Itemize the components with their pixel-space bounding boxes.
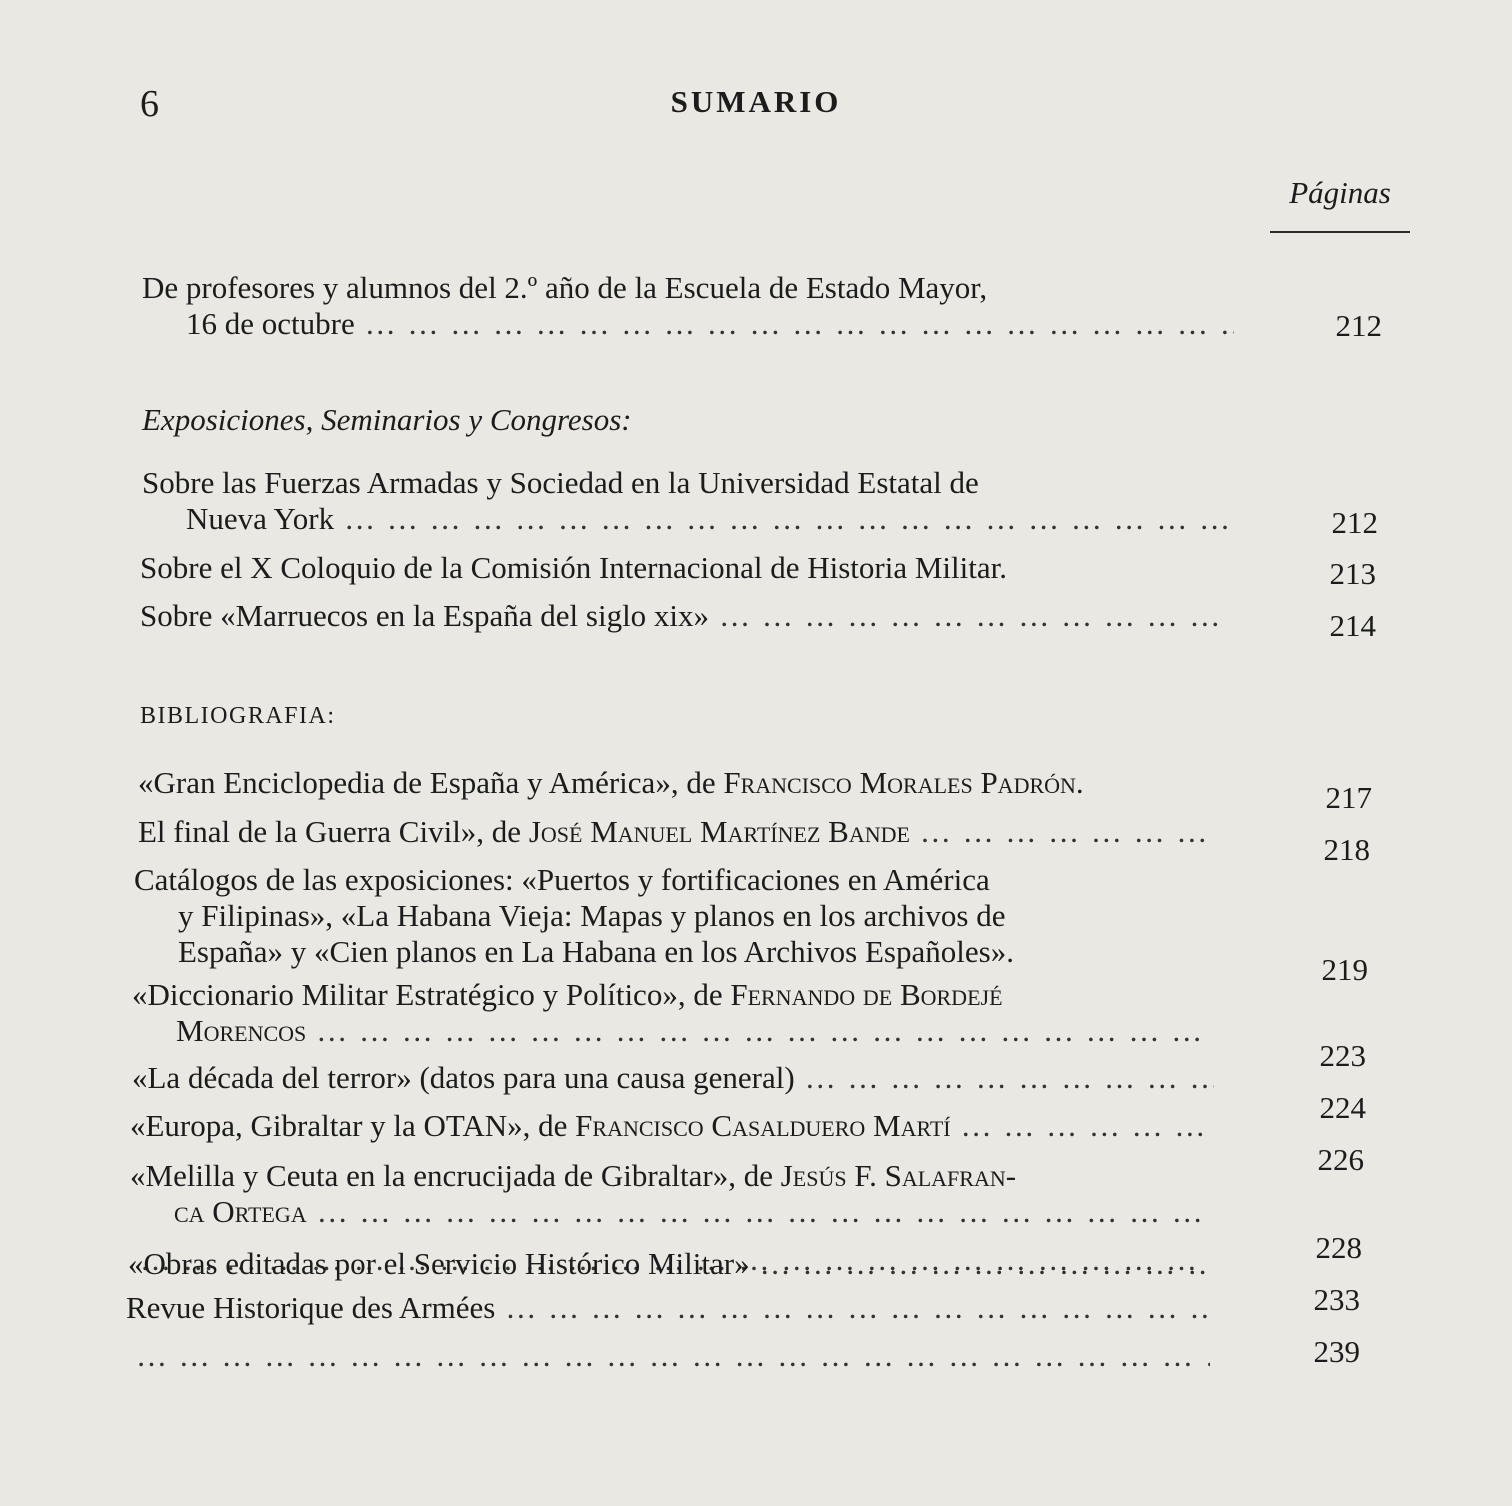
toc-entry-text: Sobre «Marruecos en la España del siglo xix» <box>140 598 710 633</box>
toc-entry-line <box>140 598 1228 634</box>
toc-entry-text: «Obras editadas por el Servicio Histórico Militar» <box>128 1246 750 1281</box>
toc-page-number: 228 <box>1315 1230 1362 1265</box>
toc-entry-line <box>128 1246 1210 1282</box>
toc-entry-text <box>138 814 910 850</box>
toc-page-number: 214 <box>1329 608 1376 643</box>
toc-page-number: 233 <box>1313 1282 1360 1317</box>
page-title: SUMARIO <box>670 84 842 119</box>
toc-entry-line <box>142 501 1232 537</box>
toc-entry-line <box>142 270 1234 306</box>
toc-page-number: 223 <box>1319 1038 1366 1073</box>
toc-entry-line <box>132 1060 1214 1096</box>
toc-page-number: 226 <box>1317 1142 1364 1177</box>
toc-entry-author: ca Ortega <box>174 1194 307 1229</box>
toc-entry <box>140 550 1230 586</box>
toc-page-number: 212 <box>1335 308 1382 343</box>
toc-page-number: 219 <box>1321 952 1368 987</box>
toc-entry-text: Sobre el X Coloquio de la Comisión Internacional de Historia Militar. <box>140 550 1007 585</box>
toc-entry-line <box>126 1338 1210 1374</box>
toc-entry-author: Morencos <box>176 1013 307 1048</box>
toc-entry <box>138 814 1222 850</box>
toc-entry-line <box>134 898 1220 934</box>
toc-page-number: 218 <box>1323 832 1370 867</box>
toc-entry-text <box>130 1108 951 1144</box>
toc-entry-author: Jesús F. Salafran- <box>780 1158 1017 1193</box>
toc-entry-line <box>142 465 1232 501</box>
toc-entry-line <box>138 814 1222 850</box>
toc-entry-line <box>130 1158 1212 1194</box>
toc-entry-text: Sobre las Fuerzas Armadas y Sociedad en la Universidad Estatal de <box>142 465 979 500</box>
toc-entry <box>132 977 1216 1049</box>
toc-entry <box>138 765 1222 801</box>
toc-entry-author: José Manuel Martínez Bande <box>528 814 910 849</box>
toc-entry-line <box>134 934 1220 970</box>
toc-entry <box>126 1290 1210 1374</box>
toc-entry-line <box>140 550 1230 586</box>
dot-leader <box>961 1108 1212 1144</box>
toc-entry-text: Revue Historique des Armées <box>126 1290 496 1325</box>
pages-column-heading: Páginas <box>1270 175 1410 233</box>
toc-entry <box>142 465 1232 537</box>
dot-leader <box>719 598 1228 634</box>
toc-entry-author: Fernando de Bordejé <box>730 977 1003 1012</box>
toc-entry-author: Francisco Morales Padrón. <box>723 765 1084 800</box>
toc-entry-line <box>138 765 1222 801</box>
page-number: 6 <box>140 83 159 125</box>
dot-leader <box>760 1246 1210 1282</box>
section-heading: BIBLIOGRAFIA: <box>140 703 336 729</box>
toc-entry-title: El final de la Guerra Civil», de <box>138 814 529 849</box>
dot-leader <box>805 1060 1214 1096</box>
toc-page-number: 239 <box>1313 1334 1360 1369</box>
dot-leader <box>317 1194 1212 1230</box>
toc-entry-text: y Filipinas», «La Habana Vieja: Mapas y planos en los archivos de <box>178 898 1006 933</box>
toc-entry-line <box>130 1194 1212 1230</box>
toc-entry-text: «La década del terror» (datos para una causa general) <box>132 1060 795 1095</box>
toc-entry <box>128 1246 1210 1282</box>
toc-entry <box>142 270 1234 342</box>
toc-entry <box>140 598 1228 634</box>
toc-entry-line <box>132 977 1216 1013</box>
toc-page-number: 217 <box>1325 780 1372 815</box>
toc-entry-line <box>142 306 1234 342</box>
dot-leader <box>136 1338 1210 1374</box>
toc-entry <box>130 1108 1212 1144</box>
dot-leader <box>365 306 1234 342</box>
toc-entry <box>132 1060 1214 1096</box>
toc-page-number: 213 <box>1329 556 1376 591</box>
toc-entry-text: Nueva York <box>186 501 335 536</box>
section-heading: Exposiciones, Seminarios y Congresos: <box>142 402 632 437</box>
dot-leader <box>316 1013 1216 1049</box>
dot-leader <box>344 501 1232 537</box>
toc-entry-line <box>126 1290 1210 1326</box>
toc-entry <box>134 862 1220 970</box>
toc-entry-line <box>132 1013 1216 1049</box>
toc-entry-text: «Melilla y Ceuta en la encrucijada de Gibraltar», de <box>130 1158 781 1193</box>
toc-page-number: 224 <box>1319 1090 1366 1125</box>
toc-entry-text: Catálogos de las exposiciones: «Puertos y fortificaciones en América <box>134 862 990 897</box>
toc-entry-text: España» y «Cien planos en La Habana en los Archivos Españoles». <box>178 934 1014 969</box>
dot-leader <box>920 814 1222 850</box>
toc-entry-line <box>130 1108 1212 1144</box>
toc-entry-author: Francisco Casalduero Martí <box>575 1108 951 1143</box>
toc-entry-text: 16 de octubre <box>186 306 355 341</box>
dot-leader <box>505 1290 1210 1326</box>
toc-entry-text: «Diccionario Militar Estratégico y Político», de <box>132 977 731 1012</box>
toc-entry-line <box>134 862 1220 898</box>
toc-entry-text: «Gran Enciclopedia de España y América», de <box>138 765 724 800</box>
toc-entry-text: De profesores y alumnos del 2.º año de la Escuela de Estado Mayor, <box>142 270 988 305</box>
toc-page-number: 212 <box>1331 505 1378 540</box>
toc-entry-title: «Europa, Gibraltar y la OTAN», de <box>130 1108 576 1143</box>
